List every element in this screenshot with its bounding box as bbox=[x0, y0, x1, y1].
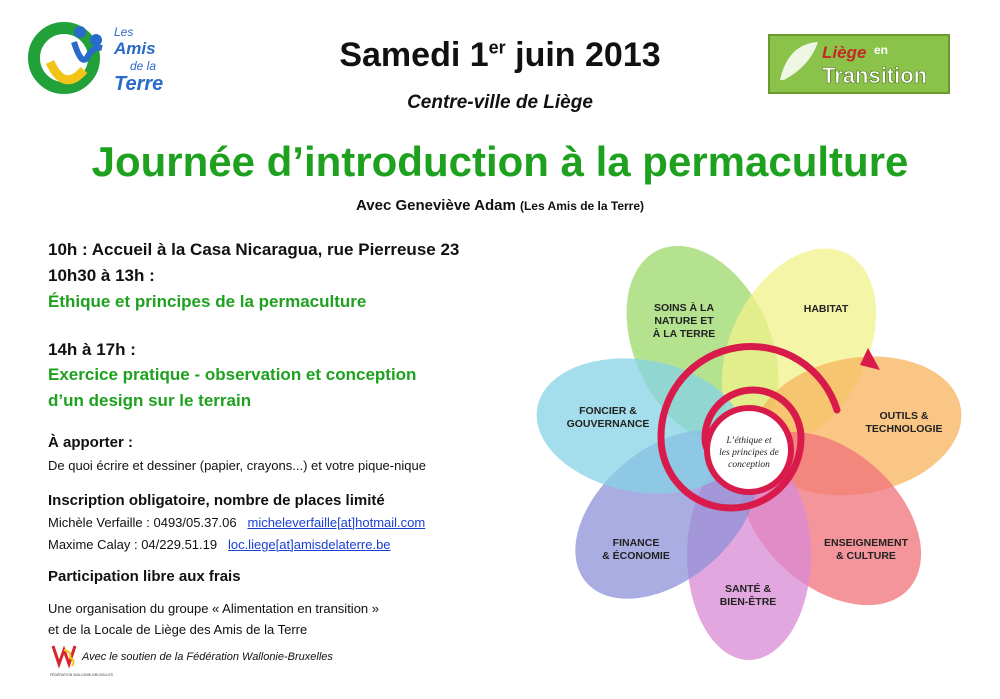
speaker-line bbox=[200, 197, 800, 214]
date-day: Samedi 1 bbox=[339, 36, 489, 74]
bring-heading: À apporter : bbox=[48, 434, 134, 451]
event-date bbox=[220, 36, 780, 75]
event-venue: Centre-ville de Liège bbox=[407, 92, 593, 113]
federation-logo bbox=[50, 642, 114, 694]
petal-label-sante-2: BIEN-ÊTRE bbox=[719, 596, 777, 608]
petal-label-finance-1: FINANCE bbox=[612, 537, 660, 549]
contact-maxime-email-link[interactable]: loc.liege[at]amisdelaterre.be bbox=[227, 537, 391, 552]
liege-logo-text-2: Transition bbox=[822, 63, 928, 88]
amis-logo-graphic bbox=[22, 18, 202, 98]
petal-label-soins-2: NATURE ET bbox=[654, 315, 714, 327]
program-line-afternoon: 14h à 17h : bbox=[48, 340, 136, 359]
center-label-2: les principes de bbox=[719, 448, 779, 458]
contact-maxime bbox=[48, 537, 391, 552]
petal-label-foncier-2: GOUVERNANCE bbox=[566, 418, 650, 430]
bring-text: De quoi écrire et dessiner (papier, crayons...) et votre pique-nique bbox=[48, 458, 426, 473]
federation-logo-graphic bbox=[50, 642, 114, 694]
petal-label-outils-1: OUTILS & bbox=[879, 410, 929, 422]
registration-heading: Inscription obligatoire, nombre de places limité bbox=[48, 492, 385, 509]
petal-label-sante-1: SANTÉ & bbox=[724, 583, 772, 595]
contact-michele-email-link[interactable]: micheleverfaille[at]hotmail.com bbox=[247, 515, 426, 530]
permaculture-flower-diagram bbox=[528, 250, 990, 690]
petal-label-foncier-1: FONCIER & bbox=[579, 405, 637, 417]
federation-logo-text: FÉDÉRATION WALLONIE-BRUXELLES bbox=[50, 673, 114, 677]
date-ordinal: er bbox=[488, 37, 506, 58]
support-line: Avec le soutien de la Fédération Wallonie-Bruxelles bbox=[82, 651, 333, 663]
amis-logo-text-2: Amis bbox=[114, 39, 156, 58]
petal-label-habitat: HABITAT bbox=[803, 303, 849, 315]
program-afternoon-topic-1: Exercice pratique - observation et conception bbox=[48, 365, 417, 384]
contact-michele-phone: Michèle Verfaille : 0493/05.37.06 bbox=[48, 515, 237, 530]
flower-svg bbox=[528, 250, 990, 690]
program-afternoon-topic-2: d’un design sur le terrain bbox=[48, 391, 252, 410]
date-rest: juin 2013 bbox=[505, 36, 661, 74]
program-line-morning: 10h30 à 13h : bbox=[48, 266, 155, 285]
amis-logo-text-4: Terre bbox=[114, 73, 164, 95]
organisation-line-2: et de la Locale de Liège des Amis de la Terre bbox=[48, 622, 308, 637]
amis-logo-text-1: Les bbox=[114, 25, 134, 39]
contact-maxime-phone: Maxime Calay : 04/229.51.19 bbox=[48, 537, 218, 552]
liege-logo-text-en: en bbox=[874, 43, 889, 57]
petal-label-soins-3: À LA TERRE bbox=[652, 328, 716, 340]
liege-logo-text-1: Liège bbox=[822, 43, 867, 62]
petal-label-enseignement-2: & CULTURE bbox=[836, 550, 896, 562]
program-morning-topic: Éthique et principes de la permaculture bbox=[48, 292, 367, 311]
liege-logo-graphic bbox=[770, 36, 948, 92]
petal-label-soins-1: SOINS À LA bbox=[653, 302, 715, 314]
contact-michele bbox=[48, 515, 425, 530]
liege-en-transition-logo bbox=[768, 34, 950, 94]
petal-label-finance-2: & ÉCONOMIE bbox=[602, 550, 670, 562]
amis-de-la-terre-logo bbox=[22, 18, 202, 98]
center-label-3: conception bbox=[728, 460, 770, 470]
speaker-organisation: (Les Amis de la Terre) bbox=[519, 199, 645, 213]
petal-label-enseignement-1: ENSEIGNEMENT bbox=[823, 537, 909, 549]
center-label-1: L’éthique et bbox=[726, 436, 772, 446]
participation-note: Participation libre aux frais bbox=[48, 568, 241, 585]
page-title: Journée d’introduction à la permaculture bbox=[91, 138, 909, 185]
speaker-name: Avec Geneviève Adam bbox=[355, 197, 516, 214]
leaf-icon bbox=[780, 42, 818, 80]
amis-logo-text-3: de la bbox=[130, 59, 157, 73]
program-line-welcome: 10h : Accueil à la Casa Nicaragua, rue Pierreuse 23 bbox=[48, 240, 460, 259]
organisation-line-1: Une organisation du groupe « Alimentation en transition » bbox=[48, 601, 379, 616]
petal-label-outils-2: TECHNOLOGIE bbox=[865, 423, 943, 435]
